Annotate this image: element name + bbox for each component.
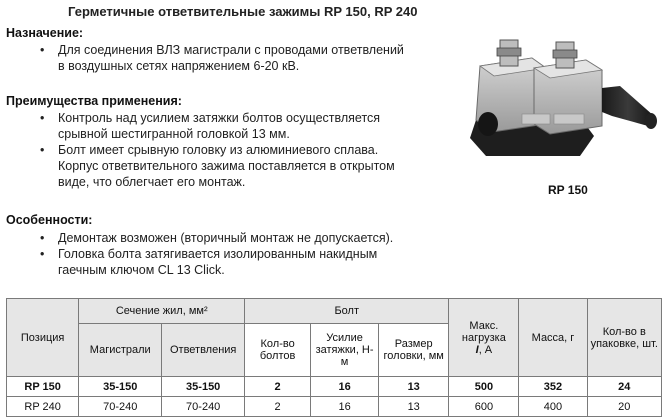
header-torque: Усилие затяжки, Н-м [311,324,379,377]
cell-branch: 70-240 [162,397,245,417]
table-row [7,377,662,397]
header-position: Позиция [7,299,79,377]
header-main: Магистрали [79,324,162,377]
features-line: • Демонтаж возможен (вторичный монтаж не допускается). [38,230,393,246]
features-list [38,230,393,278]
cell-main: 35-150 [79,377,162,397]
features-heading: Особенности: [6,213,93,227]
header-branch: Ответвления [162,324,245,377]
page-title: Герметичные ответвительные зажимы RP 150, RP 240 [68,4,418,19]
advantages-heading: Преимущества применения: [6,94,182,108]
header-max-load-unit: , А [478,343,493,356]
cell-main: 70-240 [79,397,162,417]
advantages-list [38,110,395,190]
cell-torque: 16 [311,377,379,397]
header-pack-qty: Кол-во в упаковке, шт. [587,299,662,377]
table-row [7,397,662,417]
cell-pack: 24 [587,377,662,397]
cell-mass: 352 [519,377,587,397]
advantages-line: • Болт имеет срывную головку из алюминиевого сплава. [38,142,395,158]
header-bolt: Болт [245,299,449,324]
header-max-load-prefix: Макс. нагрузка [461,319,506,344]
header-cross-section: Сечение жил, мм² [79,299,245,324]
cell-position: RP 240 [7,397,79,417]
cell-mass: 400 [519,397,587,417]
advantages-line: Корпус ответвительного зажима поставляется в открытом [58,159,395,173]
cell-bolts: 2 [245,397,311,417]
cell-bolts: 2 [245,377,311,397]
header-mass: Масса, г [519,299,587,377]
purpose-line: • Для соединения ВЛЗ магистрали с проводами ответвлений [38,42,404,58]
header-head-size: Размер головки, мм [379,324,449,377]
photo-caption: RP 150 [548,183,588,197]
cell-load: 600 [449,397,519,417]
features-line: • Головка болта затягивается изолированным накидным [38,246,393,262]
cell-branch: 35-150 [162,377,245,397]
product-photo [462,28,662,178]
spec-table [6,298,662,417]
header-max-load [449,299,519,377]
purpose-list [38,42,404,74]
cell-head: 13 [379,397,449,417]
header-bolt-count: Кол-во болтов [245,324,311,377]
cell-position: RP 150 [7,377,79,397]
advantages-line: • Контроль над усилием затяжки болтов осуществляется [38,110,395,126]
features-line: гаечным ключом CL 13 Click. [58,263,225,277]
purpose-heading: Назначение: [6,26,84,40]
advantages-line: виде, что облегчает его монтаж. [58,175,246,189]
purpose-line: в воздушных сетях напряжением 6-20 кВ. [58,59,300,73]
cell-torque: 16 [311,397,379,417]
cell-pack: 20 [587,397,662,417]
header-max-load-symbol: I [475,343,479,356]
cell-head: 13 [379,377,449,397]
cell-load: 500 [449,377,519,397]
advantages-line: срывной шестигранной головкой 13 мм. [58,127,290,141]
